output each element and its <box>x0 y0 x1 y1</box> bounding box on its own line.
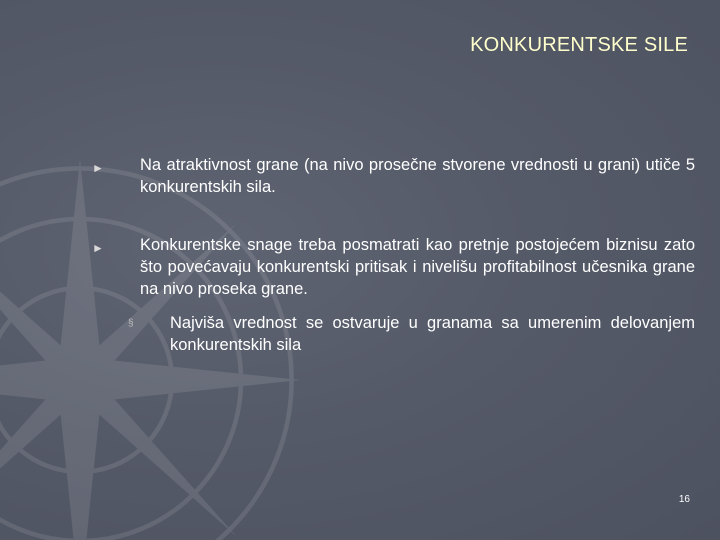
slide-title: KONKURENTSKE SILE <box>470 34 688 56</box>
bullet-arrow-icon: ► <box>92 241 104 255</box>
sub-bullet-text-1: Najviša vrednost se ostvaruje u granama sa umerenim delovanjem konkurentskih sila <box>170 314 695 354</box>
sub-bullet-icon: § <box>128 318 134 329</box>
bullet-text-2: Konkurentske snage treba posmatrati kao pretnje postojećem biznisu zato što povećavaju konkurentski pritisak i nivelišu profitabilnost učesnika grane na nivo proseka grane. <box>140 236 695 298</box>
bullet-arrow-icon: ► <box>92 161 104 175</box>
page-number: 16 <box>678 494 690 505</box>
bullet-text-1: Na atraktivnost grane (na nivo prosečne stvorene vrednosti u grani) utiče 5 konkurentskih sila. <box>140 156 695 196</box>
